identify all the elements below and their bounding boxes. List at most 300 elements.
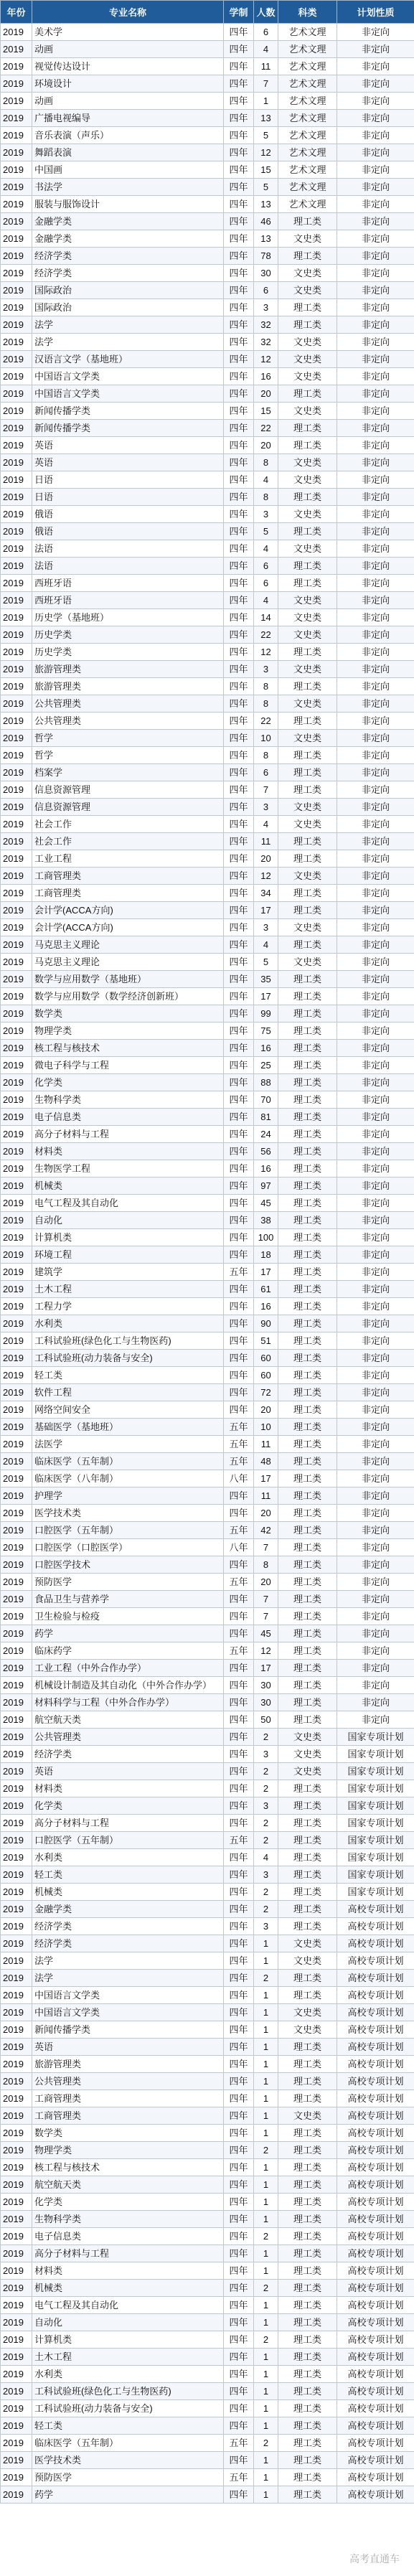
- table-row: [1, 2331, 414, 2349]
- duration-cell: 四年: [224, 144, 254, 161]
- major-name-cell: 药学: [32, 1625, 224, 1642]
- table-row: [1, 2383, 414, 2400]
- count-cell: 16: [254, 1298, 278, 1315]
- major-name-cell: 公共管理类: [32, 2073, 224, 2090]
- duration-cell: 四年: [224, 1901, 254, 1918]
- count-cell: 70: [254, 1091, 278, 1109]
- year-cell: 2019: [1, 2125, 32, 2142]
- subject-type-cell: 理工类: [278, 385, 337, 403]
- plan-nature-cell: 非定向: [337, 1160, 414, 1177]
- count-cell: 2: [254, 2435, 278, 2452]
- count-cell: 17: [254, 902, 278, 919]
- plan-nature-cell: 非定向: [337, 1505, 414, 1522]
- year-cell: 2019: [1, 1264, 32, 1281]
- duration-cell: 四年: [224, 471, 254, 489]
- year-cell: 2019: [1, 1677, 32, 1694]
- duration-cell: 四年: [224, 2073, 254, 2090]
- major-name-cell: 马克思主义理论: [32, 954, 224, 971]
- year-cell: 2019: [1, 127, 32, 144]
- plan-nature-cell: 高校专项计划: [337, 2366, 414, 2383]
- major-name-cell: 俄语: [32, 523, 224, 540]
- plan-nature-cell: 非定向: [337, 747, 414, 764]
- table-row: [1, 609, 414, 626]
- major-name-cell: 法学: [32, 1952, 224, 1970]
- table-row: [1, 127, 414, 144]
- duration-cell: 四年: [224, 661, 254, 678]
- major-name-cell: 材料类: [32, 1780, 224, 1797]
- table-row: [1, 1074, 414, 1091]
- major-name-cell: 会计学(ACCA方向): [32, 902, 224, 919]
- count-cell: 11: [254, 1487, 278, 1505]
- plan-nature-cell: 非定向: [337, 1625, 414, 1642]
- table-row: [1, 385, 414, 403]
- year-cell: 2019: [1, 1522, 32, 1539]
- table-row: [1, 454, 414, 471]
- plan-nature-cell: 非定向: [337, 1694, 414, 1711]
- table-row: [1, 2314, 414, 2331]
- duration-cell: 四年: [224, 161, 254, 179]
- table-row: [1, 747, 414, 764]
- major-name-cell: 公共管理类: [32, 695, 224, 713]
- subject-type-cell: 文史类: [278, 368, 337, 385]
- plan-nature-cell: 高校专项计划: [337, 2400, 414, 2417]
- year-cell: 2019: [1, 868, 32, 885]
- major-name-cell: 经济学类: [32, 1935, 224, 1952]
- duration-cell: 四年: [224, 850, 254, 868]
- table-row: [1, 1849, 414, 1866]
- table-row: [1, 1987, 414, 2004]
- duration-cell: 四年: [224, 2125, 254, 2142]
- year-cell: 2019: [1, 575, 32, 592]
- major-name-cell: 材料类: [32, 2262, 224, 2280]
- major-name-cell: 哲学: [32, 730, 224, 747]
- major-name-cell: 经济学类: [32, 248, 224, 265]
- year-cell: 2019: [1, 626, 32, 644]
- duration-cell: 四年: [224, 24, 254, 41]
- count-cell: 2: [254, 2228, 278, 2245]
- subject-type-cell: 文史类: [278, 403, 337, 420]
- table-row: [1, 2228, 414, 2245]
- count-cell: 13: [254, 196, 278, 213]
- count-cell: 72: [254, 1384, 278, 1401]
- table-row: [1, 2469, 414, 2486]
- year-cell: 2019: [1, 1763, 32, 1780]
- count-cell: 1: [254, 2176, 278, 2194]
- duration-cell: 四年: [224, 2039, 254, 2056]
- major-name-cell: 计算机类: [32, 2331, 224, 2349]
- subject-type-cell: 理工类: [278, 1040, 337, 1057]
- year-cell: 2019: [1, 954, 32, 971]
- plan-nature-cell: 国家专项计划: [337, 1729, 414, 1746]
- subject-type-cell: 理工类: [278, 747, 337, 764]
- count-cell: 17: [254, 988, 278, 1005]
- major-name-cell: 会计学(ACCA方向): [32, 919, 224, 936]
- year-cell: 2019: [1, 1401, 32, 1419]
- duration-cell: 四年: [224, 609, 254, 626]
- count-cell: 20: [254, 850, 278, 868]
- subject-type-cell: 理工类: [278, 1625, 337, 1642]
- plan-nature-cell: 非定向: [337, 316, 414, 334]
- plan-nature-cell: 非定向: [337, 58, 414, 75]
- count-cell: 34: [254, 885, 278, 902]
- subject-type-cell: 理工类: [278, 2194, 337, 2211]
- count-cell: 8: [254, 678, 278, 695]
- plan-nature-cell: 高校专项计划: [337, 2021, 414, 2039]
- year-cell: 2019: [1, 1384, 32, 1401]
- year-cell: 2019: [1, 1918, 32, 1935]
- table-row: [1, 2159, 414, 2176]
- table-row: [1, 196, 414, 213]
- duration-cell: 四年: [224, 1005, 254, 1023]
- year-cell: 2019: [1, 1746, 32, 1763]
- major-name-cell: 物理学类: [32, 1023, 224, 1040]
- table-row: [1, 2297, 414, 2314]
- plan-nature-cell: 非定向: [337, 1212, 414, 1229]
- year-cell: 2019: [1, 2262, 32, 2280]
- major-name-cell: 环境工程: [32, 1246, 224, 1264]
- count-cell: 1: [254, 2073, 278, 2090]
- table-row: [1, 316, 414, 334]
- major-name-cell: 经济学类: [32, 1746, 224, 1763]
- subject-type-cell: 理工类: [278, 2176, 337, 2194]
- table-row: [1, 2194, 414, 2211]
- year-cell: 2019: [1, 265, 32, 282]
- count-cell: 1: [254, 2211, 278, 2228]
- table-row: [1, 403, 414, 420]
- count-cell: 45: [254, 1195, 278, 1212]
- subject-type-cell: 文史类: [278, 1729, 337, 1746]
- count-cell: 1: [254, 2090, 278, 2107]
- subject-type-cell: 理工类: [278, 2090, 337, 2107]
- year-cell: 2019: [1, 1901, 32, 1918]
- subject-type-cell: 文史类: [278, 919, 337, 936]
- count-cell: 38: [254, 1212, 278, 1229]
- major-name-cell: 自动化: [32, 1212, 224, 1229]
- duration-cell: 四年: [224, 506, 254, 523]
- count-cell: 61: [254, 1281, 278, 1298]
- year-cell: 2019: [1, 695, 32, 713]
- header-year: 年份: [1, 1, 32, 24]
- table-row: [1, 213, 414, 230]
- count-cell: 3: [254, 1866, 278, 1884]
- header-row: [1, 1, 414, 24]
- major-name-cell: 高分子材料与工程: [32, 1126, 224, 1143]
- duration-cell: 四年: [224, 1505, 254, 1522]
- duration-cell: 四年: [224, 1212, 254, 1229]
- table-row: [1, 1419, 414, 1436]
- plan-nature-cell: 高校专项计划: [337, 2314, 414, 2331]
- major-name-cell: 经济学类: [32, 265, 224, 282]
- duration-cell: 四年: [224, 558, 254, 575]
- duration-cell: 五年: [224, 1436, 254, 1453]
- year-cell: 2019: [1, 334, 32, 351]
- table-row: [1, 1177, 414, 1195]
- duration-cell: 四年: [224, 1367, 254, 1384]
- count-cell: 4: [254, 540, 278, 558]
- duration-cell: 四年: [224, 713, 254, 730]
- year-cell: 2019: [1, 2211, 32, 2228]
- duration-cell: 四年: [224, 2331, 254, 2349]
- count-cell: 12: [254, 351, 278, 368]
- count-cell: 5: [254, 523, 278, 540]
- table-row: [1, 1091, 414, 1109]
- count-cell: 1: [254, 2159, 278, 2176]
- duration-cell: 四年: [224, 179, 254, 196]
- count-cell: 20: [254, 1505, 278, 1522]
- table-row: [1, 850, 414, 868]
- count-cell: 6: [254, 24, 278, 41]
- duration-cell: 四年: [224, 1608, 254, 1625]
- plan-nature-cell: 高校专项计划: [337, 1952, 414, 1970]
- count-cell: 11: [254, 58, 278, 75]
- count-cell: 81: [254, 1109, 278, 1126]
- subject-type-cell: 理工类: [278, 1212, 337, 1229]
- major-name-cell: 电气工程及其自动化: [32, 2297, 224, 2314]
- year-cell: 2019: [1, 2021, 32, 2039]
- major-name-cell: 中国画: [32, 161, 224, 179]
- duration-cell: 四年: [224, 2090, 254, 2107]
- table-row: [1, 2452, 414, 2469]
- duration-cell: 四年: [224, 2314, 254, 2331]
- duration-cell: 四年: [224, 385, 254, 403]
- year-cell: 2019: [1, 1229, 32, 1246]
- plan-nature-cell: 非定向: [337, 833, 414, 850]
- plan-nature-cell: 非定向: [337, 1195, 414, 1212]
- subject-type-cell: 理工类: [278, 1126, 337, 1143]
- subject-type-cell: 文史类: [278, 816, 337, 833]
- table-row: [1, 1332, 414, 1350]
- table-row: [1, 1815, 414, 1832]
- table-row: [1, 1591, 414, 1608]
- header-duration: 学制: [224, 1, 254, 24]
- count-cell: 5: [254, 954, 278, 971]
- count-cell: 7: [254, 75, 278, 93]
- count-cell: 1: [254, 2366, 278, 2383]
- major-name-cell: 预防医学: [32, 2469, 224, 2486]
- plan-nature-cell: 高校专项计划: [337, 1970, 414, 1987]
- plan-nature-cell: 非定向: [337, 265, 414, 282]
- subject-type-cell: 理工类: [278, 644, 337, 661]
- year-cell: 2019: [1, 299, 32, 316]
- count-cell: 30: [254, 265, 278, 282]
- table-row: [1, 2056, 414, 2073]
- year-cell: 2019: [1, 1057, 32, 1074]
- header-major-name: 专业名称: [32, 1, 224, 24]
- table-row: [1, 1797, 414, 1815]
- count-cell: 8: [254, 454, 278, 471]
- plan-nature-cell: 非定向: [337, 1436, 414, 1453]
- plan-nature-cell: 非定向: [337, 781, 414, 799]
- year-cell: 2019: [1, 2073, 32, 2090]
- plan-nature-cell: 非定向: [337, 1574, 414, 1591]
- major-name-cell: 历史学（基地班）: [32, 609, 224, 626]
- year-cell: 2019: [1, 936, 32, 954]
- year-cell: 2019: [1, 558, 32, 575]
- count-cell: 2: [254, 1780, 278, 1797]
- major-name-cell: 新闻传播学类: [32, 420, 224, 437]
- plan-nature-cell: 高校专项计划: [337, 2211, 414, 2228]
- subject-type-cell: 理工类: [278, 2469, 337, 2486]
- year-cell: 2019: [1, 799, 32, 816]
- duration-cell: 四年: [224, 248, 254, 265]
- year-cell: 2019: [1, 1660, 32, 1677]
- count-cell: 6: [254, 282, 278, 299]
- year-cell: 2019: [1, 592, 32, 609]
- count-cell: 7: [254, 1539, 278, 1556]
- subject-type-cell: 理工类: [278, 1694, 337, 1711]
- count-cell: 8: [254, 1556, 278, 1574]
- subject-type-cell: 理工类: [278, 2280, 337, 2297]
- count-cell: 1: [254, 1935, 278, 1952]
- subject-type-cell: 文史类: [278, 868, 337, 885]
- table-row: [1, 988, 414, 1005]
- table-row: [1, 282, 414, 299]
- duration-cell: 四年: [224, 127, 254, 144]
- count-cell: 1: [254, 2056, 278, 2073]
- subject-type-cell: 理工类: [278, 2228, 337, 2245]
- subject-type-cell: 理工类: [278, 2039, 337, 2056]
- duration-cell: 四年: [224, 2297, 254, 2314]
- table-row: [1, 902, 414, 919]
- count-cell: 16: [254, 1040, 278, 1057]
- table-row: [1, 334, 414, 351]
- count-cell: 60: [254, 1367, 278, 1384]
- plan-nature-cell: 高校专项计划: [337, 2262, 414, 2280]
- plan-nature-cell: 高校专项计划: [337, 2176, 414, 2194]
- duration-cell: 四年: [224, 41, 254, 58]
- subject-type-cell: 理工类: [278, 764, 337, 781]
- duration-cell: 四年: [224, 489, 254, 506]
- major-name-cell: 临床医学（五年制）: [32, 2435, 224, 2452]
- major-name-cell: 自动化: [32, 2314, 224, 2331]
- count-cell: 16: [254, 1160, 278, 1177]
- subject-type-cell: 理工类: [278, 1074, 337, 1091]
- year-cell: 2019: [1, 437, 32, 454]
- duration-cell: 四年: [224, 919, 254, 936]
- subject-type-cell: 理工类: [278, 558, 337, 575]
- subject-type-cell: 理工类: [278, 1264, 337, 1281]
- plan-nature-cell: 非定向: [337, 506, 414, 523]
- subject-type-cell: 理工类: [278, 1453, 337, 1470]
- duration-cell: 四年: [224, 454, 254, 471]
- plan-nature-cell: 高校专项计划: [337, 2245, 414, 2262]
- subject-type-cell: 理工类: [278, 1866, 337, 1884]
- major-name-cell: 新闻传播学类: [32, 403, 224, 420]
- duration-cell: 四年: [224, 1763, 254, 1780]
- plan-nature-cell: 非定向: [337, 609, 414, 626]
- plan-nature-cell: 非定向: [337, 1470, 414, 1487]
- year-cell: 2019: [1, 833, 32, 850]
- plan-nature-cell: 非定向: [337, 299, 414, 316]
- table-row: [1, 1952, 414, 1970]
- subject-type-cell: 理工类: [278, 1091, 337, 1109]
- subject-type-cell: 理工类: [278, 1057, 337, 1074]
- major-name-cell: 公共管理类: [32, 713, 224, 730]
- major-name-cell: 水利类: [32, 2366, 224, 2383]
- subject-type-cell: 理工类: [278, 2073, 337, 2090]
- duration-cell: 四年: [224, 644, 254, 661]
- count-cell: 10: [254, 730, 278, 747]
- year-cell: 2019: [1, 368, 32, 385]
- plan-nature-cell: 非定向: [337, 334, 414, 351]
- table-row: [1, 1264, 414, 1281]
- major-name-cell: 轻工类: [32, 1866, 224, 1884]
- subject-type-cell: 理工类: [278, 988, 337, 1005]
- table-row: [1, 248, 414, 265]
- year-cell: 2019: [1, 2452, 32, 2469]
- major-name-cell: 工商管理类: [32, 2107, 224, 2125]
- table-row: [1, 661, 414, 678]
- plan-nature-cell: 非定向: [337, 1608, 414, 1625]
- subject-type-cell: 理工类: [278, 1642, 337, 1660]
- plan-nature-cell: 非定向: [337, 1074, 414, 1091]
- count-cell: 1: [254, 2262, 278, 2280]
- plan-nature-cell: 非定向: [337, 110, 414, 127]
- table-row: [1, 523, 414, 540]
- plan-nature-cell: 非定向: [337, 558, 414, 575]
- plan-nature-cell: 高校专项计划: [337, 2142, 414, 2159]
- subject-type-cell: 理工类: [278, 1332, 337, 1350]
- year-cell: 2019: [1, 2400, 32, 2417]
- count-cell: 1: [254, 2469, 278, 2486]
- table-row: [1, 161, 414, 179]
- count-cell: 16: [254, 368, 278, 385]
- year-cell: 2019: [1, 1625, 32, 1642]
- duration-cell: 四年: [224, 954, 254, 971]
- plan-nature-cell: 非定向: [337, 626, 414, 644]
- count-cell: 1: [254, 2245, 278, 2262]
- major-name-cell: 材料类: [32, 1143, 224, 1160]
- major-name-cell: 工科试验班(绿色化工与生物医药): [32, 1332, 224, 1350]
- table-row: [1, 936, 414, 954]
- year-cell: 2019: [1, 1195, 32, 1212]
- year-cell: 2019: [1, 1815, 32, 1832]
- table-row: [1, 1780, 414, 1797]
- year-cell: 2019: [1, 1298, 32, 1315]
- major-name-cell: 材料科学与工程（中外合作办学）: [32, 1694, 224, 1711]
- count-cell: 2: [254, 1884, 278, 1901]
- duration-cell: 四年: [224, 2383, 254, 2400]
- plan-nature-cell: 非定向: [337, 695, 414, 713]
- plan-nature-cell: 非定向: [337, 885, 414, 902]
- plan-nature-cell: 高校专项计划: [337, 2056, 414, 2073]
- subject-type-cell: 理工类: [278, 2297, 337, 2314]
- count-cell: 42: [254, 1522, 278, 1539]
- table-row: [1, 1229, 414, 1246]
- duration-cell: 四年: [224, 2194, 254, 2211]
- subject-type-cell: 理工类: [278, 1711, 337, 1729]
- subject-type-cell: 文史类: [278, 2107, 337, 2125]
- year-cell: 2019: [1, 1177, 32, 1195]
- duration-cell: 四年: [224, 437, 254, 454]
- year-cell: 2019: [1, 454, 32, 471]
- plan-nature-cell: 非定向: [337, 1367, 414, 1384]
- duration-cell: 四年: [224, 1694, 254, 1711]
- plan-nature-cell: 高校专项计划: [337, 2469, 414, 2486]
- duration-cell: 四年: [224, 1281, 254, 1298]
- subject-type-cell: 理工类: [278, 1384, 337, 1401]
- table-row: [1, 1453, 414, 1470]
- duration-cell: 四年: [224, 799, 254, 816]
- major-name-cell: 核工程与核技术: [32, 2159, 224, 2176]
- plan-nature-cell: 非定向: [337, 93, 414, 110]
- duration-cell: 四年: [224, 2159, 254, 2176]
- subject-type-cell: 文史类: [278, 454, 337, 471]
- table-row: [1, 1109, 414, 1126]
- duration-cell: 四年: [224, 1160, 254, 1177]
- count-cell: 1: [254, 2004, 278, 2021]
- duration-cell: 四年: [224, 1057, 254, 1074]
